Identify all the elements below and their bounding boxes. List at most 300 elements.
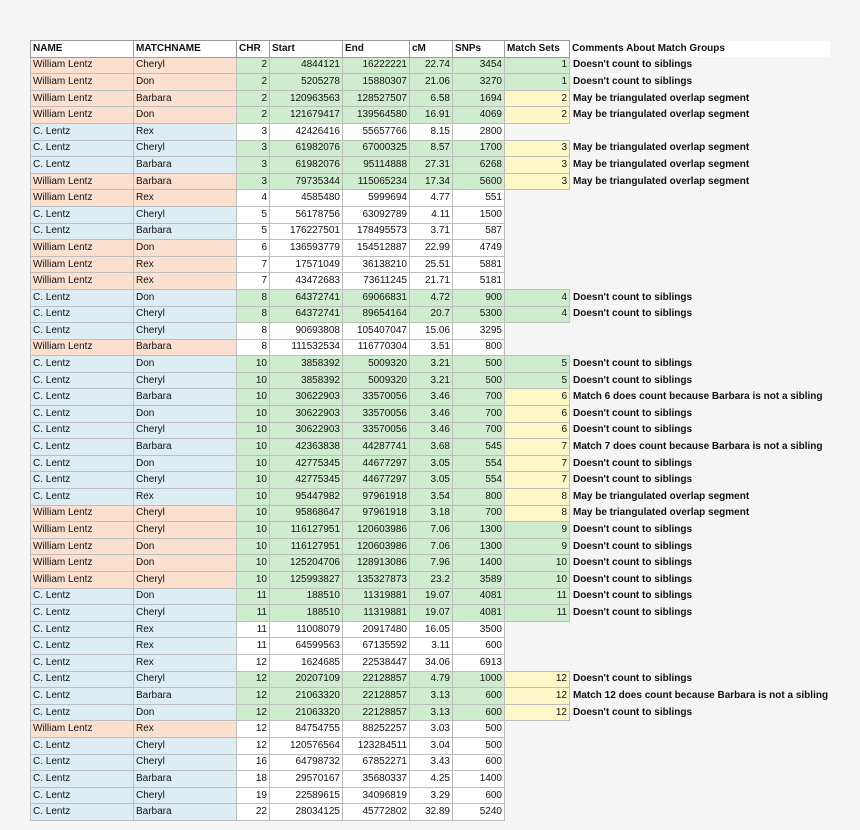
- cell-chr[interactable]: 6: [237, 240, 270, 257]
- cell-comment[interactable]: [570, 754, 831, 771]
- cell-name[interactable]: C. Lentz: [31, 289, 134, 306]
- cell-chr[interactable]: 4: [237, 190, 270, 207]
- cell-chr[interactable]: 12: [237, 688, 270, 705]
- cell-name[interactable]: C. Lentz: [31, 737, 134, 754]
- cell-snps[interactable]: 3500: [453, 621, 505, 638]
- cell-snps[interactable]: 5881: [453, 256, 505, 273]
- cell-name[interactable]: C. Lentz: [31, 206, 134, 223]
- cell-start[interactable]: 125993827: [270, 572, 343, 589]
- cell-chr[interactable]: 10: [237, 489, 270, 506]
- cell-matchname[interactable]: Don: [134, 356, 237, 373]
- cell-matchname[interactable]: Barbara: [134, 771, 237, 788]
- cell-end[interactable]: 44287741: [343, 439, 410, 456]
- cell-snps[interactable]: 600: [453, 688, 505, 705]
- cell-end[interactable]: 128527507: [343, 90, 410, 107]
- cell-comment[interactable]: Doesn't count to siblings: [573, 374, 693, 386]
- cell-chr[interactable]: 8: [237, 339, 270, 356]
- cell-match-set[interactable]: 5: [505, 356, 570, 373]
- cell-matchname[interactable]: Don: [134, 74, 237, 91]
- cell-name[interactable]: C. Lentz: [31, 605, 134, 622]
- cell-match-set[interactable]: 9: [505, 538, 570, 555]
- cell-chr[interactable]: 10: [237, 555, 270, 572]
- cell-match-set[interactable]: [505, 654, 570, 671]
- cell-matchname[interactable]: Cheryl: [134, 140, 237, 157]
- cell-comment[interactable]: Doesn't count to siblings: [573, 59, 693, 71]
- cell-start[interactable]: 188510: [270, 588, 343, 605]
- cell-chr[interactable]: 2: [237, 74, 270, 91]
- cell-snps[interactable]: 3295: [453, 323, 505, 340]
- cell-name[interactable]: C. Lentz: [31, 671, 134, 688]
- cell-name[interactable]: William Lentz: [31, 273, 134, 290]
- cell-cm[interactable]: 22.74: [410, 57, 453, 74]
- cell-matchname[interactable]: Don: [134, 289, 237, 306]
- cell-comment[interactable]: [570, 256, 831, 273]
- cell-chr[interactable]: 8: [237, 306, 270, 323]
- cell-name[interactable]: William Lentz: [31, 339, 134, 356]
- cell-chr[interactable]: 10: [237, 505, 270, 522]
- cell-cm[interactable]: 3.68: [410, 439, 453, 456]
- cell-end[interactable]: 73611245: [343, 273, 410, 290]
- cell-snps[interactable]: 6268: [453, 157, 505, 174]
- cell-matchname[interactable]: Rex: [134, 123, 237, 140]
- cell-chr[interactable]: 10: [237, 356, 270, 373]
- cell-name[interactable]: C. Lentz: [31, 654, 134, 671]
- cell-start[interactable]: 61982076: [270, 157, 343, 174]
- cell-match-set[interactable]: 1: [505, 57, 570, 74]
- cell-end[interactable]: 5999694: [343, 190, 410, 207]
- cell-end[interactable]: 97961918: [343, 505, 410, 522]
- cell-end[interactable]: 69066831: [343, 289, 410, 306]
- cell-name[interactable]: C. Lentz: [31, 754, 134, 771]
- cell-cm[interactable]: 8.15: [410, 123, 453, 140]
- cell-name[interactable]: C. Lentz: [31, 638, 134, 655]
- cell-cm[interactable]: 3.21: [410, 372, 453, 389]
- cell-match-set[interactable]: [505, 754, 570, 771]
- cell-snps[interactable]: 700: [453, 389, 505, 406]
- cell-start[interactable]: 56178756: [270, 206, 343, 223]
- cell-end[interactable]: 33570056: [343, 389, 410, 406]
- cell-snps[interactable]: 554: [453, 472, 505, 489]
- cell-comment[interactable]: [570, 339, 831, 356]
- cell-end[interactable]: 5009320: [343, 356, 410, 373]
- cell-chr[interactable]: 10: [237, 538, 270, 555]
- cell-end[interactable]: 154512887: [343, 240, 410, 257]
- cell-cm[interactable]: 25.51: [410, 256, 453, 273]
- cell-cm[interactable]: 3.03: [410, 721, 453, 738]
- cell-snps[interactable]: 1700: [453, 140, 505, 157]
- cell-end[interactable]: 120603986: [343, 538, 410, 555]
- cell-snps[interactable]: 600: [453, 754, 505, 771]
- cell-end[interactable]: 123284511: [343, 737, 410, 754]
- cell-chr[interactable]: 12: [237, 671, 270, 688]
- cell-match-set[interactable]: 11: [505, 605, 570, 622]
- cell-name[interactable]: C. Lentz: [31, 123, 134, 140]
- cell-name[interactable]: William Lentz: [31, 572, 134, 589]
- cell-comment[interactable]: Doesn't count to siblings: [573, 291, 693, 303]
- cell-snps[interactable]: 5600: [453, 173, 505, 190]
- header-end[interactable]: End: [343, 41, 410, 58]
- cell-name[interactable]: C. Lentz: [31, 472, 134, 489]
- cell-snps[interactable]: 4069: [453, 107, 505, 124]
- cell-end[interactable]: 67000325: [343, 140, 410, 157]
- cell-cm[interactable]: 21.06: [410, 74, 453, 91]
- cell-start[interactable]: 176227501: [270, 223, 343, 240]
- cell-matchname[interactable]: Don: [134, 455, 237, 472]
- cell-cm[interactable]: 8.57: [410, 140, 453, 157]
- cell-match-set[interactable]: 1: [505, 74, 570, 91]
- cell-matchname[interactable]: Don: [134, 538, 237, 555]
- cell-start[interactable]: 95447982: [270, 489, 343, 506]
- cell-snps[interactable]: 554: [453, 455, 505, 472]
- cell-start[interactable]: 43472683: [270, 273, 343, 290]
- cell-chr[interactable]: 12: [237, 737, 270, 754]
- cell-match-set[interactable]: [505, 323, 570, 340]
- cell-cm[interactable]: 3.46: [410, 406, 453, 423]
- cell-name[interactable]: C. Lentz: [31, 688, 134, 705]
- cell-match-set[interactable]: [505, 737, 570, 754]
- cell-end[interactable]: 44677297: [343, 472, 410, 489]
- cell-end[interactable]: 33570056: [343, 406, 410, 423]
- cell-match-set[interactable]: [505, 787, 570, 804]
- cell-end[interactable]: 115065234: [343, 173, 410, 190]
- cell-cm[interactable]: 4.11: [410, 206, 453, 223]
- cell-start[interactable]: 28034125: [270, 804, 343, 821]
- cell-comment[interactable]: [570, 206, 831, 223]
- cell-matchname[interactable]: Rex: [134, 638, 237, 655]
- cell-chr[interactable]: 10: [237, 472, 270, 489]
- cell-snps[interactable]: 900: [453, 289, 505, 306]
- cell-match-set[interactable]: 6: [505, 406, 570, 423]
- cell-cm[interactable]: 23.2: [410, 572, 453, 589]
- cell-match-set[interactable]: 4: [505, 289, 570, 306]
- cell-matchname[interactable]: Cheryl: [134, 671, 237, 688]
- cell-matchname[interactable]: Barbara: [134, 439, 237, 456]
- cell-cm[interactable]: 3.05: [410, 472, 453, 489]
- cell-matchname[interactable]: Don: [134, 406, 237, 423]
- cell-matchname[interactable]: Rex: [134, 621, 237, 638]
- cell-snps[interactable]: 500: [453, 721, 505, 738]
- cell-cm[interactable]: 3.46: [410, 389, 453, 406]
- cell-end[interactable]: 120603986: [343, 522, 410, 539]
- cell-snps[interactable]: 545: [453, 439, 505, 456]
- cell-cm[interactable]: 32.89: [410, 804, 453, 821]
- cell-comment[interactable]: [570, 273, 831, 290]
- header-start[interactable]: Start: [270, 41, 343, 58]
- cell-start[interactable]: 79735344: [270, 173, 343, 190]
- cell-matchname[interactable]: Barbara: [134, 688, 237, 705]
- cell-chr[interactable]: 12: [237, 654, 270, 671]
- cell-name[interactable]: C. Lentz: [31, 804, 134, 821]
- cell-start[interactable]: 116127951: [270, 522, 343, 539]
- cell-comment[interactable]: [570, 223, 831, 240]
- cell-end[interactable]: 5009320: [343, 372, 410, 389]
- cell-start[interactable]: 3858392: [270, 372, 343, 389]
- cell-chr[interactable]: 10: [237, 422, 270, 439]
- cell-start[interactable]: 30622903: [270, 422, 343, 439]
- cell-snps[interactable]: 5240: [453, 804, 505, 821]
- cell-comment[interactable]: [570, 787, 831, 804]
- cell-end[interactable]: 33570056: [343, 422, 410, 439]
- cell-end[interactable]: 128913086: [343, 555, 410, 572]
- cell-match-set[interactable]: [505, 638, 570, 655]
- header-comments[interactable]: Comments About Match Groups: [570, 41, 831, 58]
- cell-comment[interactable]: May be triangulated overlap segment: [573, 158, 750, 170]
- cell-matchname[interactable]: Rex: [134, 654, 237, 671]
- cell-match-set[interactable]: [505, 771, 570, 788]
- cell-name[interactable]: William Lentz: [31, 256, 134, 273]
- cell-comment[interactable]: May be triangulated overlap segment: [573, 490, 750, 502]
- cell-cm[interactable]: 16.05: [410, 621, 453, 638]
- cell-cm[interactable]: 3.18: [410, 505, 453, 522]
- cell-end[interactable]: 11319881: [343, 588, 410, 605]
- cell-snps[interactable]: 1300: [453, 538, 505, 555]
- cell-name[interactable]: C. Lentz: [31, 306, 134, 323]
- cell-snps[interactable]: 4081: [453, 605, 505, 622]
- cell-cm[interactable]: 3.51: [410, 339, 453, 356]
- cell-comment[interactable]: [570, 771, 831, 788]
- cell-chr[interactable]: 3: [237, 123, 270, 140]
- cell-chr[interactable]: 10: [237, 389, 270, 406]
- cell-comment[interactable]: Doesn't count to siblings: [573, 424, 693, 436]
- cell-name[interactable]: C. Lentz: [31, 455, 134, 472]
- cell-chr[interactable]: 5: [237, 206, 270, 223]
- cell-start[interactable]: 4844121: [270, 57, 343, 74]
- cell-comment[interactable]: May be triangulated overlap segment: [573, 507, 750, 519]
- cell-name[interactable]: C. Lentz: [31, 704, 134, 721]
- cell-snps[interactable]: 1694: [453, 90, 505, 107]
- cell-end[interactable]: 35680337: [343, 771, 410, 788]
- cell-matchname[interactable]: Don: [134, 704, 237, 721]
- cell-snps[interactable]: 500: [453, 372, 505, 389]
- cell-chr[interactable]: 8: [237, 323, 270, 340]
- cell-chr[interactable]: 7: [237, 256, 270, 273]
- cell-name[interactable]: C. Lentz: [31, 140, 134, 157]
- cell-end[interactable]: 139564580: [343, 107, 410, 124]
- cell-end[interactable]: 11319881: [343, 605, 410, 622]
- cell-matchname[interactable]: Cheryl: [134, 787, 237, 804]
- cell-start[interactable]: 20207109: [270, 671, 343, 688]
- cell-name[interactable]: C. Lentz: [31, 356, 134, 373]
- cell-end[interactable]: 22128857: [343, 671, 410, 688]
- cell-chr[interactable]: 22: [237, 804, 270, 821]
- cell-matchname[interactable]: Cheryl: [134, 522, 237, 539]
- cell-matchname[interactable]: Barbara: [134, 173, 237, 190]
- cell-start[interactable]: 95868647: [270, 505, 343, 522]
- cell-start[interactable]: 42775345: [270, 455, 343, 472]
- cell-cm[interactable]: 20.7: [410, 306, 453, 323]
- cell-comment[interactable]: Doesn't count to siblings: [573, 540, 693, 552]
- cell-snps[interactable]: 800: [453, 489, 505, 506]
- cell-cm[interactable]: 3.21: [410, 356, 453, 373]
- cell-name[interactable]: C. Lentz: [31, 588, 134, 605]
- cell-match-set[interactable]: [505, 273, 570, 290]
- cell-matchname[interactable]: Barbara: [134, 157, 237, 174]
- cell-match-set[interactable]: 3: [505, 140, 570, 157]
- cell-comment[interactable]: Doesn't count to siblings: [573, 474, 693, 486]
- cell-matchname[interactable]: Cheryl: [134, 472, 237, 489]
- cell-name[interactable]: C. Lentz: [31, 223, 134, 240]
- cell-start[interactable]: 64372741: [270, 306, 343, 323]
- cell-chr[interactable]: 2: [237, 90, 270, 107]
- cell-comment[interactable]: Doesn't count to siblings: [573, 606, 693, 618]
- cell-start[interactable]: 42775345: [270, 472, 343, 489]
- cell-cm[interactable]: 3.04: [410, 737, 453, 754]
- cell-name[interactable]: C. Lentz: [31, 372, 134, 389]
- cell-comment[interactable]: [570, 323, 831, 340]
- cell-matchname[interactable]: Cheryl: [134, 737, 237, 754]
- cell-snps[interactable]: 551: [453, 190, 505, 207]
- cell-match-set[interactable]: 10: [505, 555, 570, 572]
- cell-comment[interactable]: Doesn't count to siblings: [573, 308, 693, 320]
- cell-matchname[interactable]: Barbara: [134, 90, 237, 107]
- cell-end[interactable]: 89654164: [343, 306, 410, 323]
- header-match-sets[interactable]: Match Sets: [505, 41, 570, 58]
- cell-snps[interactable]: 1400: [453, 555, 505, 572]
- cell-start[interactable]: 136593779: [270, 240, 343, 257]
- cell-end[interactable]: 16222221: [343, 57, 410, 74]
- cell-chr[interactable]: 10: [237, 439, 270, 456]
- cell-match-set[interactable]: 5: [505, 372, 570, 389]
- cell-snps[interactable]: 5181: [453, 273, 505, 290]
- cell-start[interactable]: 30622903: [270, 406, 343, 423]
- cell-snps[interactable]: 700: [453, 406, 505, 423]
- cell-end[interactable]: 88252257: [343, 721, 410, 738]
- cell-cm[interactable]: 4.72: [410, 289, 453, 306]
- cell-name[interactable]: C. Lentz: [31, 323, 134, 340]
- cell-name[interactable]: William Lentz: [31, 240, 134, 257]
- cell-start[interactable]: 21063320: [270, 704, 343, 721]
- cell-matchname[interactable]: Cheryl: [134, 372, 237, 389]
- cell-snps[interactable]: 600: [453, 787, 505, 804]
- cell-start[interactable]: 5205278: [270, 74, 343, 91]
- cell-name[interactable]: William Lentz: [31, 90, 134, 107]
- cell-snps[interactable]: 700: [453, 422, 505, 439]
- cell-snps[interactable]: 6913: [453, 654, 505, 671]
- cell-comment[interactable]: [570, 123, 831, 140]
- cell-name[interactable]: C. Lentz: [31, 439, 134, 456]
- cell-comment[interactable]: Doesn't count to siblings: [573, 524, 693, 536]
- cell-comment[interactable]: Doesn't count to siblings: [573, 706, 693, 718]
- cell-comment[interactable]: [570, 721, 831, 738]
- cell-snps[interactable]: 800: [453, 339, 505, 356]
- cell-start[interactable]: 120576564: [270, 737, 343, 754]
- cell-cm[interactable]: 6.58: [410, 90, 453, 107]
- cell-match-set[interactable]: 11: [505, 588, 570, 605]
- cell-comment[interactable]: Match 12 does count because Barbara is not a sibling: [573, 689, 829, 701]
- cell-matchname[interactable]: Don: [134, 107, 237, 124]
- cell-match-set[interactable]: 7: [505, 455, 570, 472]
- cell-cm[interactable]: 4.77: [410, 190, 453, 207]
- cell-chr[interactable]: 10: [237, 406, 270, 423]
- cell-cm[interactable]: 3.13: [410, 688, 453, 705]
- cell-matchname[interactable]: Barbara: [134, 223, 237, 240]
- cell-cm[interactable]: 7.06: [410, 538, 453, 555]
- cell-snps[interactable]: 600: [453, 704, 505, 721]
- cell-start[interactable]: 42426416: [270, 123, 343, 140]
- cell-snps[interactable]: 1000: [453, 671, 505, 688]
- cell-comment[interactable]: [570, 737, 831, 754]
- cell-snps[interactable]: 1500: [453, 206, 505, 223]
- cell-match-set[interactable]: 8: [505, 505, 570, 522]
- cell-comment[interactable]: Match 6 does count because Barbara is not a sibling: [573, 391, 823, 403]
- cell-match-set[interactable]: [505, 256, 570, 273]
- cell-matchname[interactable]: Rex: [134, 273, 237, 290]
- cell-chr[interactable]: 2: [237, 57, 270, 74]
- cell-start[interactable]: 30622903: [270, 389, 343, 406]
- cell-cm[interactable]: 7.06: [410, 522, 453, 539]
- cell-end[interactable]: 15880307: [343, 74, 410, 91]
- cell-start[interactable]: 84754755: [270, 721, 343, 738]
- cell-start[interactable]: 29570167: [270, 771, 343, 788]
- cell-end[interactable]: 22128857: [343, 704, 410, 721]
- cell-matchname[interactable]: Cheryl: [134, 422, 237, 439]
- cell-match-set[interactable]: 2: [505, 90, 570, 107]
- cell-name[interactable]: William Lentz: [31, 538, 134, 555]
- cell-matchname[interactable]: Cheryl: [134, 605, 237, 622]
- cell-cm[interactable]: 3.46: [410, 422, 453, 439]
- cell-cm[interactable]: 3.71: [410, 223, 453, 240]
- cell-name[interactable]: William Lentz: [31, 505, 134, 522]
- cell-match-set[interactable]: [505, 206, 570, 223]
- cell-snps[interactable]: 3454: [453, 57, 505, 74]
- cell-comment[interactable]: Doesn't count to siblings: [573, 673, 693, 685]
- cell-end[interactable]: 63092789: [343, 206, 410, 223]
- cell-snps[interactable]: 500: [453, 356, 505, 373]
- cell-comment[interactable]: Doesn't count to siblings: [573, 590, 693, 602]
- cell-comment[interactable]: Doesn't count to siblings: [573, 457, 693, 469]
- cell-name[interactable]: C. Lentz: [31, 389, 134, 406]
- cell-matchname[interactable]: Rex: [134, 190, 237, 207]
- cell-chr[interactable]: 10: [237, 522, 270, 539]
- cell-match-set[interactable]: 7: [505, 472, 570, 489]
- cell-name[interactable]: C. Lentz: [31, 157, 134, 174]
- cell-matchname[interactable]: Cheryl: [134, 323, 237, 340]
- cell-comment[interactable]: [570, 190, 831, 207]
- cell-chr[interactable]: 18: [237, 771, 270, 788]
- cell-chr[interactable]: 5: [237, 223, 270, 240]
- cell-name[interactable]: William Lentz: [31, 107, 134, 124]
- cell-name[interactable]: C. Lentz: [31, 406, 134, 423]
- cell-end[interactable]: 20917480: [343, 621, 410, 638]
- cell-match-set[interactable]: [505, 190, 570, 207]
- cell-snps[interactable]: 700: [453, 505, 505, 522]
- cell-cm[interactable]: 3.29: [410, 787, 453, 804]
- cell-matchname[interactable]: Don: [134, 588, 237, 605]
- cell-matchname[interactable]: Rex: [134, 256, 237, 273]
- cell-match-set[interactable]: [505, 804, 570, 821]
- cell-match-set[interactable]: [505, 339, 570, 356]
- cell-snps[interactable]: 2800: [453, 123, 505, 140]
- cell-cm[interactable]: 4.25: [410, 771, 453, 788]
- cell-start[interactable]: 1624685: [270, 654, 343, 671]
- cell-match-set[interactable]: [505, 621, 570, 638]
- header-name[interactable]: NAME: [31, 41, 134, 58]
- cell-matchname[interactable]: Don: [134, 240, 237, 257]
- cell-start[interactable]: 64798732: [270, 754, 343, 771]
- cell-matchname[interactable]: Cheryl: [134, 57, 237, 74]
- cell-end[interactable]: 95114888: [343, 157, 410, 174]
- cell-name[interactable]: C. Lentz: [31, 787, 134, 804]
- cell-cm[interactable]: 19.07: [410, 605, 453, 622]
- cell-end[interactable]: 36138210: [343, 256, 410, 273]
- cell-snps[interactable]: 1300: [453, 522, 505, 539]
- cell-name[interactable]: C. Lentz: [31, 422, 134, 439]
- cell-end[interactable]: 22128857: [343, 688, 410, 705]
- cell-name[interactable]: William Lentz: [31, 173, 134, 190]
- cell-start[interactable]: 42363838: [270, 439, 343, 456]
- cell-comment[interactable]: [570, 638, 831, 655]
- cell-name[interactable]: C. Lentz: [31, 771, 134, 788]
